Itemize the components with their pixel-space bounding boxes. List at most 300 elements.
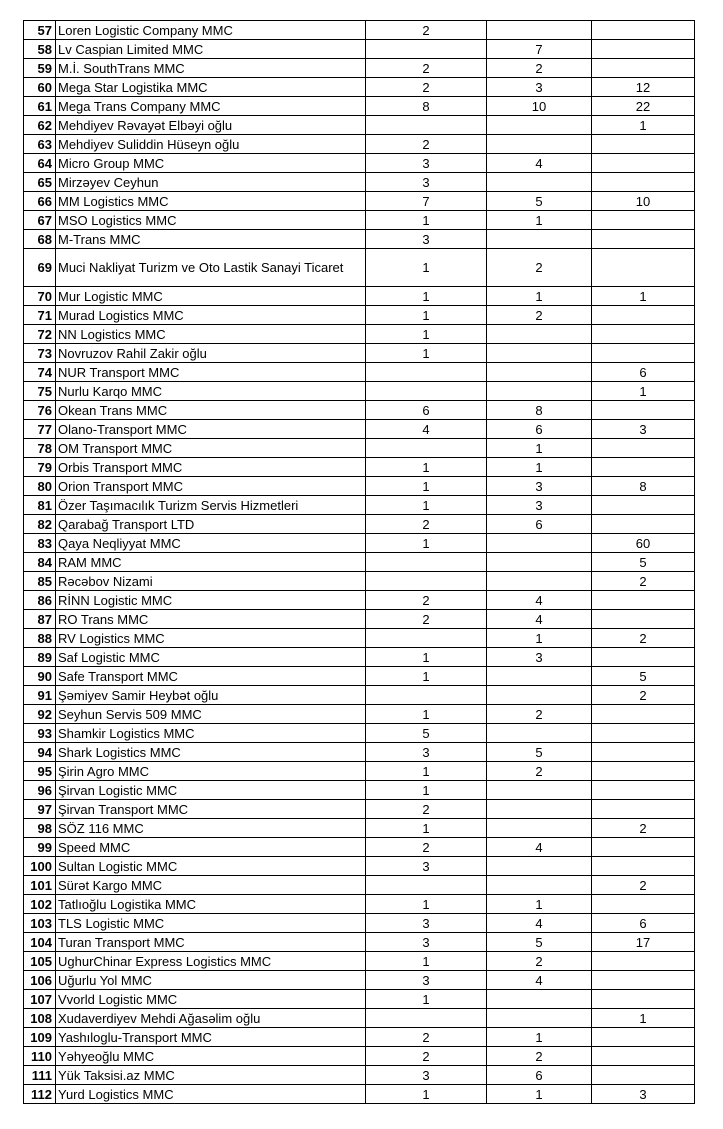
value-col-1: 3 xyxy=(366,743,487,762)
company-name: Shamkir Logistics MMC xyxy=(56,724,366,743)
row-number: 63 xyxy=(24,135,56,154)
value-col-3 xyxy=(592,1066,695,1085)
value-col-2 xyxy=(487,819,592,838)
value-col-2 xyxy=(487,344,592,363)
value-col-2: 6 xyxy=(487,515,592,534)
value-col-3 xyxy=(592,952,695,971)
table-row xyxy=(24,876,695,895)
row-number: 72 xyxy=(24,325,56,344)
value-col-2: 5 xyxy=(487,933,592,952)
table-row xyxy=(24,724,695,743)
value-col-3 xyxy=(592,800,695,819)
table-row xyxy=(24,857,695,876)
row-number: 84 xyxy=(24,553,56,572)
value-col-2 xyxy=(487,325,592,344)
row-number: 82 xyxy=(24,515,56,534)
company-name: Orion Transport MMC xyxy=(56,477,366,496)
table-row xyxy=(24,230,695,249)
value-col-2: 4 xyxy=(487,610,592,629)
row-number: 71 xyxy=(24,306,56,325)
table-row xyxy=(24,249,695,287)
value-col-3 xyxy=(592,344,695,363)
value-col-1: 1 xyxy=(366,477,487,496)
company-name: Şirvan Transport MMC xyxy=(56,800,366,819)
value-col-2: 6 xyxy=(487,420,592,439)
company-name: Mega Star Logistika MMC xyxy=(56,78,366,97)
table-row xyxy=(24,686,695,705)
table-row xyxy=(24,21,695,40)
value-col-1: 1 xyxy=(366,325,487,344)
value-col-2: 5 xyxy=(487,743,592,762)
value-col-2: 6 xyxy=(487,1066,592,1085)
row-number: 105 xyxy=(24,952,56,971)
table-row xyxy=(24,192,695,211)
company-name: Micro Group MMC xyxy=(56,154,366,173)
table-row xyxy=(24,287,695,306)
value-col-3 xyxy=(592,306,695,325)
value-col-3: 1 xyxy=(592,116,695,135)
value-col-1: 2 xyxy=(366,135,487,154)
value-col-2: 7 xyxy=(487,40,592,59)
row-number: 81 xyxy=(24,496,56,515)
table-row xyxy=(24,306,695,325)
value-col-1: 2 xyxy=(366,1047,487,1066)
row-number: 68 xyxy=(24,230,56,249)
value-col-2 xyxy=(487,724,592,743)
value-col-2: 2 xyxy=(487,1047,592,1066)
company-name: Yəhyeoğlu MMC xyxy=(56,1047,366,1066)
company-name: RO Trans MMC xyxy=(56,610,366,629)
company-name: Murad Logistics MMC xyxy=(56,306,366,325)
company-name: NUR Transport MMC xyxy=(56,363,366,382)
value-col-3 xyxy=(592,971,695,990)
value-col-3 xyxy=(592,211,695,230)
row-number: 111 xyxy=(24,1066,56,1085)
table-row xyxy=(24,914,695,933)
value-col-3: 22 xyxy=(592,97,695,116)
value-col-2: 1 xyxy=(487,895,592,914)
value-col-3: 6 xyxy=(592,914,695,933)
value-col-2 xyxy=(487,553,592,572)
value-col-1 xyxy=(366,439,487,458)
row-number: 76 xyxy=(24,401,56,420)
value-col-2: 2 xyxy=(487,306,592,325)
company-name: MSO Logistics MMC xyxy=(56,211,366,230)
row-number: 87 xyxy=(24,610,56,629)
table-row xyxy=(24,154,695,173)
table-row xyxy=(24,1066,695,1085)
table-row xyxy=(24,420,695,439)
value-col-2: 1 xyxy=(487,439,592,458)
table-row xyxy=(24,363,695,382)
table-row xyxy=(24,496,695,515)
company-name: Safe Transport MMC xyxy=(56,667,366,686)
value-col-3: 2 xyxy=(592,629,695,648)
value-col-3: 3 xyxy=(592,1085,695,1104)
company-name: Okean Trans MMC xyxy=(56,401,366,420)
value-col-2: 1 xyxy=(487,211,592,230)
value-col-1: 4 xyxy=(366,420,487,439)
value-col-2 xyxy=(487,686,592,705)
value-col-1: 2 xyxy=(366,1028,487,1047)
value-col-1: 2 xyxy=(366,591,487,610)
value-col-3 xyxy=(592,857,695,876)
value-col-2: 8 xyxy=(487,401,592,420)
value-col-3 xyxy=(592,230,695,249)
value-col-1: 1 xyxy=(366,1085,487,1104)
value-col-2: 1 xyxy=(487,629,592,648)
row-number: 61 xyxy=(24,97,56,116)
company-name: NN Logistics MMC xyxy=(56,325,366,344)
value-col-2: 5 xyxy=(487,192,592,211)
company-name: Sürət Kargo MMC xyxy=(56,876,366,895)
table-row xyxy=(24,40,695,59)
value-col-3 xyxy=(592,325,695,344)
company-name: Novruzov Rahil Zakir oğlu xyxy=(56,344,366,363)
value-col-3 xyxy=(592,743,695,762)
value-col-3: 2 xyxy=(592,819,695,838)
value-col-3 xyxy=(592,724,695,743)
company-name: Qarabağ Transport LTD xyxy=(56,515,366,534)
row-number: 107 xyxy=(24,990,56,1009)
company-name: Yük Taksisi.az MMC xyxy=(56,1066,366,1085)
value-col-1: 6 xyxy=(366,401,487,420)
table-row xyxy=(24,572,695,591)
value-col-2 xyxy=(487,382,592,401)
value-col-1 xyxy=(366,629,487,648)
company-name: Xudaverdiyev Mehdi Ağasəlim oğlu xyxy=(56,1009,366,1028)
value-col-2: 3 xyxy=(487,78,592,97)
value-col-1: 1 xyxy=(366,895,487,914)
value-col-1: 1 xyxy=(366,211,487,230)
table-row xyxy=(24,477,695,496)
company-name: Vvorld Logistic MMC xyxy=(56,990,366,1009)
row-number: 79 xyxy=(24,458,56,477)
value-col-2 xyxy=(487,116,592,135)
value-col-1: 1 xyxy=(366,249,487,287)
value-col-2: 4 xyxy=(487,914,592,933)
value-col-1 xyxy=(366,876,487,895)
company-name: Mur Logistic MMC xyxy=(56,287,366,306)
table-row xyxy=(24,971,695,990)
value-col-2 xyxy=(487,667,592,686)
value-col-1: 3 xyxy=(366,971,487,990)
company-name: Şəmiyev Samir Heybət oğlu xyxy=(56,686,366,705)
row-number: 73 xyxy=(24,344,56,363)
value-col-1: 1 xyxy=(366,705,487,724)
row-number: 58 xyxy=(24,40,56,59)
table-row xyxy=(24,211,695,230)
value-col-3 xyxy=(592,59,695,78)
company-name: UghurChinar Express Logistics MMC xyxy=(56,952,366,971)
value-col-1: 1 xyxy=(366,496,487,515)
company-name: RAM MMC xyxy=(56,553,366,572)
value-col-2 xyxy=(487,173,592,192)
row-number: 102 xyxy=(24,895,56,914)
company-name: MM Logistics MMC xyxy=(56,192,366,211)
row-number: 60 xyxy=(24,78,56,97)
company-name: Yashıloglu-Transport MMC xyxy=(56,1028,366,1047)
table-row xyxy=(24,838,695,857)
value-col-1: 2 xyxy=(366,515,487,534)
company-name: Qaya Neqliyyat MMC xyxy=(56,534,366,553)
value-col-1: 2 xyxy=(366,59,487,78)
value-col-2 xyxy=(487,534,592,553)
company-name: Loren Logistic Company MMC xyxy=(56,21,366,40)
value-col-3 xyxy=(592,173,695,192)
company-name: RV Logistics MMC xyxy=(56,629,366,648)
value-col-3 xyxy=(592,591,695,610)
value-col-2 xyxy=(487,21,592,40)
value-col-1: 1 xyxy=(366,990,487,1009)
value-col-2: 1 xyxy=(487,1085,592,1104)
table-row xyxy=(24,458,695,477)
row-number: 86 xyxy=(24,591,56,610)
value-col-3: 5 xyxy=(592,553,695,572)
row-number: 78 xyxy=(24,439,56,458)
table-row xyxy=(24,97,695,116)
row-number: 94 xyxy=(24,743,56,762)
company-table-body xyxy=(24,21,695,1104)
row-number: 67 xyxy=(24,211,56,230)
row-number: 101 xyxy=(24,876,56,895)
value-col-2: 2 xyxy=(487,705,592,724)
company-name: Şirvan Logistic MMC xyxy=(56,781,366,800)
value-col-3: 8 xyxy=(592,477,695,496)
company-name: Lv Caspian Limited MMC xyxy=(56,40,366,59)
table-row xyxy=(24,59,695,78)
table-row xyxy=(24,1028,695,1047)
value-col-1: 3 xyxy=(366,1066,487,1085)
row-number: 92 xyxy=(24,705,56,724)
company-name: Tatlıoğlu Logistika MMC xyxy=(56,895,366,914)
value-col-2: 4 xyxy=(487,838,592,857)
company-name: RİNN Logistic MMC xyxy=(56,591,366,610)
value-col-3: 10 xyxy=(592,192,695,211)
value-col-3: 60 xyxy=(592,534,695,553)
table-row xyxy=(24,629,695,648)
value-col-3: 2 xyxy=(592,686,695,705)
value-col-3 xyxy=(592,1047,695,1066)
row-number: 57 xyxy=(24,21,56,40)
row-number: 65 xyxy=(24,173,56,192)
value-col-1: 2 xyxy=(366,78,487,97)
company-name: Orbis Transport MMC xyxy=(56,458,366,477)
value-col-1 xyxy=(366,572,487,591)
value-col-3: 1 xyxy=(592,382,695,401)
table-row xyxy=(24,173,695,192)
row-number: 110 xyxy=(24,1047,56,1066)
row-number: 103 xyxy=(24,914,56,933)
value-col-3 xyxy=(592,648,695,667)
value-col-2 xyxy=(487,800,592,819)
table-row xyxy=(24,990,695,1009)
row-number: 99 xyxy=(24,838,56,857)
company-name: Mehdiyev Suliddin Hüseyn oğlu xyxy=(56,135,366,154)
row-number: 96 xyxy=(24,781,56,800)
row-number: 100 xyxy=(24,857,56,876)
value-col-1: 1 xyxy=(366,781,487,800)
row-number: 66 xyxy=(24,192,56,211)
value-col-3: 1 xyxy=(592,1009,695,1028)
value-col-3 xyxy=(592,762,695,781)
company-name: Mega Trans Company MMC xyxy=(56,97,366,116)
value-col-1: 3 xyxy=(366,154,487,173)
value-col-3: 6 xyxy=(592,363,695,382)
value-col-3: 2 xyxy=(592,876,695,895)
company-name: Şirin Agro MMC xyxy=(56,762,366,781)
value-col-3 xyxy=(592,610,695,629)
value-col-3 xyxy=(592,705,695,724)
table-row xyxy=(24,344,695,363)
row-number: 112 xyxy=(24,1085,56,1104)
value-col-2: 1 xyxy=(487,458,592,477)
table-row xyxy=(24,800,695,819)
value-col-3 xyxy=(592,838,695,857)
row-number: 74 xyxy=(24,363,56,382)
row-number: 106 xyxy=(24,971,56,990)
row-number: 90 xyxy=(24,667,56,686)
company-name: OM Transport MMC xyxy=(56,439,366,458)
value-col-1: 1 xyxy=(366,306,487,325)
row-number: 88 xyxy=(24,629,56,648)
company-name: Yurd Logistics MMC xyxy=(56,1085,366,1104)
value-col-2 xyxy=(487,857,592,876)
value-col-3 xyxy=(592,1028,695,1047)
table-row xyxy=(24,325,695,344)
row-number: 85 xyxy=(24,572,56,591)
company-name: Muci Nakliyat Turizm ve Oto Lastik Sanayi Ticaret xyxy=(56,249,366,287)
company-name: Rəcəbov Nizami xyxy=(56,572,366,591)
value-col-2 xyxy=(487,135,592,154)
value-col-2: 3 xyxy=(487,477,592,496)
value-col-2: 4 xyxy=(487,154,592,173)
row-number: 59 xyxy=(24,59,56,78)
value-col-1: 7 xyxy=(366,192,487,211)
value-col-3: 5 xyxy=(592,667,695,686)
table-row xyxy=(24,78,695,97)
value-col-2: 2 xyxy=(487,762,592,781)
company-name: SÖZ 116 MMC xyxy=(56,819,366,838)
value-col-2: 1 xyxy=(487,1028,592,1047)
row-number: 91 xyxy=(24,686,56,705)
table-row xyxy=(24,781,695,800)
row-number: 75 xyxy=(24,382,56,401)
table-row xyxy=(24,116,695,135)
row-number: 70 xyxy=(24,287,56,306)
value-col-1: 1 xyxy=(366,458,487,477)
table-row xyxy=(24,648,695,667)
value-col-1: 8 xyxy=(366,97,487,116)
value-col-1 xyxy=(366,40,487,59)
value-col-2: 2 xyxy=(487,59,592,78)
value-col-1: 1 xyxy=(366,534,487,553)
value-col-1: 3 xyxy=(366,933,487,952)
company-name: Sultan Logistic MMC xyxy=(56,857,366,876)
company-table xyxy=(23,20,695,1104)
company-name: M-Trans MMC xyxy=(56,230,366,249)
value-col-2: 10 xyxy=(487,97,592,116)
value-col-1: 2 xyxy=(366,610,487,629)
value-col-3 xyxy=(592,895,695,914)
table-row xyxy=(24,1085,695,1104)
row-number: 80 xyxy=(24,477,56,496)
company-name: Seyhun Servis 509 MMC xyxy=(56,705,366,724)
company-name: Speed MMC xyxy=(56,838,366,857)
row-number: 104 xyxy=(24,933,56,952)
row-number: 108 xyxy=(24,1009,56,1028)
table-row xyxy=(24,1009,695,1028)
value-col-3: 1 xyxy=(592,287,695,306)
document-page xyxy=(23,20,695,1104)
value-col-3: 3 xyxy=(592,420,695,439)
row-number: 95 xyxy=(24,762,56,781)
company-name: Shark Logistics MMC xyxy=(56,743,366,762)
value-col-3 xyxy=(592,496,695,515)
value-col-1: 3 xyxy=(366,230,487,249)
value-col-2: 3 xyxy=(487,648,592,667)
value-col-1: 1 xyxy=(366,952,487,971)
company-name: Özer Taşımacılık Turizm Servis Hizmetleri xyxy=(56,496,366,515)
value-col-2: 3 xyxy=(487,496,592,515)
value-col-1 xyxy=(366,382,487,401)
value-col-3 xyxy=(592,21,695,40)
table-row xyxy=(24,952,695,971)
table-row xyxy=(24,591,695,610)
row-number: 97 xyxy=(24,800,56,819)
value-col-3: 12 xyxy=(592,78,695,97)
table-row xyxy=(24,743,695,762)
value-col-1 xyxy=(366,1009,487,1028)
value-col-3 xyxy=(592,154,695,173)
value-col-3 xyxy=(592,458,695,477)
table-row xyxy=(24,705,695,724)
row-number: 64 xyxy=(24,154,56,173)
table-row xyxy=(24,534,695,553)
company-name: Turan Transport MMC xyxy=(56,933,366,952)
table-row xyxy=(24,1047,695,1066)
value-col-3 xyxy=(592,990,695,1009)
value-col-1: 5 xyxy=(366,724,487,743)
value-col-1: 1 xyxy=(366,344,487,363)
value-col-1 xyxy=(366,553,487,572)
value-col-1: 2 xyxy=(366,838,487,857)
value-col-3 xyxy=(592,781,695,800)
value-col-3 xyxy=(592,135,695,154)
value-col-1: 2 xyxy=(366,21,487,40)
value-col-1: 1 xyxy=(366,667,487,686)
row-number: 83 xyxy=(24,534,56,553)
row-number: 93 xyxy=(24,724,56,743)
value-col-3 xyxy=(592,249,695,287)
value-col-1: 1 xyxy=(366,819,487,838)
value-col-3 xyxy=(592,439,695,458)
table-row xyxy=(24,439,695,458)
value-col-3 xyxy=(592,401,695,420)
company-name: Mehdiyev Rəvayət Elbəyi oğlu xyxy=(56,116,366,135)
value-col-2 xyxy=(487,781,592,800)
company-name: TLS Logistic MMC xyxy=(56,914,366,933)
value-col-1: 2 xyxy=(366,800,487,819)
value-col-2: 4 xyxy=(487,591,592,610)
value-col-1: 3 xyxy=(366,914,487,933)
value-col-1: 1 xyxy=(366,648,487,667)
value-col-1 xyxy=(366,686,487,705)
row-number: 89 xyxy=(24,648,56,667)
value-col-2 xyxy=(487,990,592,1009)
row-number: 69 xyxy=(24,249,56,287)
company-name: Mirzəyev Ceyhun xyxy=(56,173,366,192)
